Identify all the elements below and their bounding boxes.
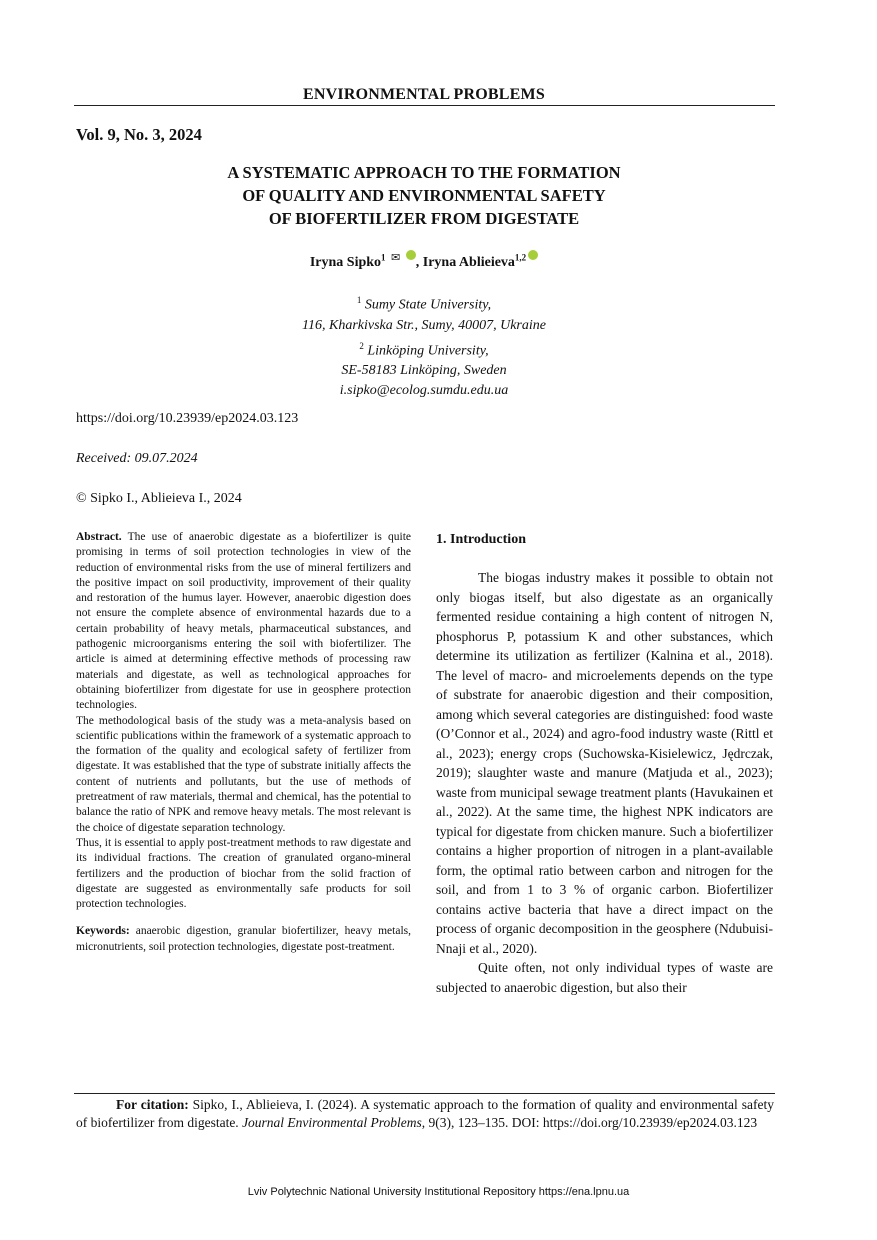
- abstract-paragraph-2: The methodological basis of the study was a meta-analysis based on scientific publications within the framework of a systematic approach to the formation of the quality and ecological safety of fertilizer from digestate. It was established that the type of substrate initially affects the content of nutrients and pollutants, but the use of methods of pretreatment of raw materials, thermal and chemical, has the potential to balance the ratio of NPK and remove heavy metals. The most relevant is the choice of digestate separation technology.: [76, 714, 411, 834]
- affiliation-2-line-2: SE-58183 Linköping, Sweden: [341, 363, 507, 379]
- citation-block: For citation: Sipko, I., Ablieieva, I. (2024). A systematic approach to the formation of quality and environmental safety of biofertilizer from digestate. Journal Environmental Problems, 9(3), 123–135. DOI: https://doi.org/10.23939/ep2024.03.123: [76, 1097, 775, 1130]
- author-2-affiliation-mark: 1,2: [514, 252, 527, 263]
- contact-email[interactable]: i.sipko@ecolog.sumdu.edu.ua: [339, 383, 509, 399]
- journal-header: ENVIRONMENTAL PROBLEMS: [303, 86, 545, 103]
- orcid-icon[interactable]: [406, 250, 416, 260]
- paper-title: [74, 161, 774, 230]
- introduction-heading: 1. Introduction: [436, 532, 526, 547]
- abstract-paragraph-1: Abstract. The use of anaerobic digestate as a biofertilizer is quite promising in terms of soil protection technologies in view of the reduction of environmental risks from the use of mineral fertilizers and the positive impact on soil productivity, improvement of their quality and restoration of the humus layer. However, anaerobic digestion does not ensure the complete absence of environmental hazards due to a certain probability of heavy metals, pharmaceutical substances, and pathogenic microorganisms entering the soil with biofertilizer. The article is aimed at determining effective methods of processing raw materials and digestate, as well as technological approaches for obtaining biofertilizer from digestate for use in geosphere protection technologies.: [76, 531, 411, 712]
- footer-divider: [74, 1093, 775, 1094]
- orcid-icon[interactable]: [528, 250, 538, 260]
- author-1-affiliation-mark: 1: [381, 252, 386, 263]
- header-divider: [74, 105, 775, 106]
- citation-label: For citation:: [116, 1097, 189, 1112]
- affiliation-2-line-1: $^2$ Linköping University,: [359, 340, 489, 359]
- affiliation-1-line-2: 116, Kharkivska Str., Sumy, 40007, Ukraine: [302, 317, 546, 333]
- received-date: Received: 09.07.2024: [76, 451, 198, 466]
- introduction-column: [436, 530, 773, 997]
- affiliations: [74, 290, 774, 401]
- volume-info: Vol. 9, No. 3, 2024: [76, 125, 202, 144]
- keywords-label: Keywords:: [76, 925, 130, 938]
- email-icon[interactable]: ✉: [391, 252, 401, 264]
- title-line-3: OF BIOFERTILIZER FROM DIGESTATE: [268, 209, 580, 228]
- affiliation-1-line-1: $^1$ Sumy State University,: [356, 295, 492, 313]
- abstract-paragraph-3: Thus, it is essential to apply post-treatment methods to raw digestate and its individual fractions. The creation of granulated organo-mineral fertilizers and the production of biochar from the solid fraction of digestate are suggested as environmentally safe products for soil protection technologies.: [76, 836, 411, 911]
- title-line-1: A SYSTEMATIC APPROACH TO THE FORMATION: [227, 163, 621, 182]
- author-separator: ,: [415, 255, 423, 270]
- author-2-name: Iryna Ablieieva: [422, 255, 515, 270]
- doi-link[interactable]: https://doi.org/10.23939/ep2024.03.123: [76, 411, 299, 426]
- abstract-label: Abstract.: [76, 531, 122, 543]
- copyright-notice: © Sipko I., Ablieieva I., 2024: [76, 491, 242, 506]
- introduction-paragraph-2: Quite often, not only individual types of waste are subjected to anaerobic digestion, but also their: [436, 960, 773, 995]
- keywords: Keywords: anaerobic digestion, granular biofertilizer, heavy metals, micronutrients, soil protection technologies, digestate post-treatment.: [76, 925, 412, 953]
- title-line-2: OF QUALITY AND ENVIRONMENTAL SAFETY: [242, 186, 606, 205]
- author-1-name: Iryna Sipko: [309, 255, 382, 270]
- introduction-paragraph-1: The biogas industry makes it possible to obtain not only biogas itself, but also digestate as an organically fermented residue containing a high content of nitrogen N, phosphorus P, potassium K and other substances, which determine its utilization as fertilizer (Kalnina et al., 2018). The level of macro- and microelements depends on the type of substrate for anaerobic digestion and their composition, among which several categories are distinguished: food waste (O’Connor et al., 2024) and agro-food industry waste (Rittl et al., 2023); energy crops (Suchowska-Kisielewicz, Jędrczak, 2019); slaughter waste and manure (Matjuda et al., 2023); waste from municipal sewage treatment plants (Havukainen et al., 2022). At the same time, the highest NPK indicators are typical for digestate from chicken manure. Such a biofertilizer contains a higher proportion of nitrogen in a plant-available form, the optimal ratio between carbon and nitrogen for the soil, and from 1 to 3 % of organic carbon. Biofertilizer contains active bacteria that have a direct impact on the process of organic decomposition in the geosphere (Ndubuisi-Nnaji et al., 2020).: [436, 570, 774, 956]
- repository-footer[interactable]: Lviv Polytechnic National University Institutional Repository https://ena.lpnu.ua: [247, 1186, 630, 1198]
- author-list: [74, 250, 774, 271]
- abstract-column: [76, 530, 411, 955]
- citation-journal: Journal Environmental Problems: [242, 1114, 422, 1130]
